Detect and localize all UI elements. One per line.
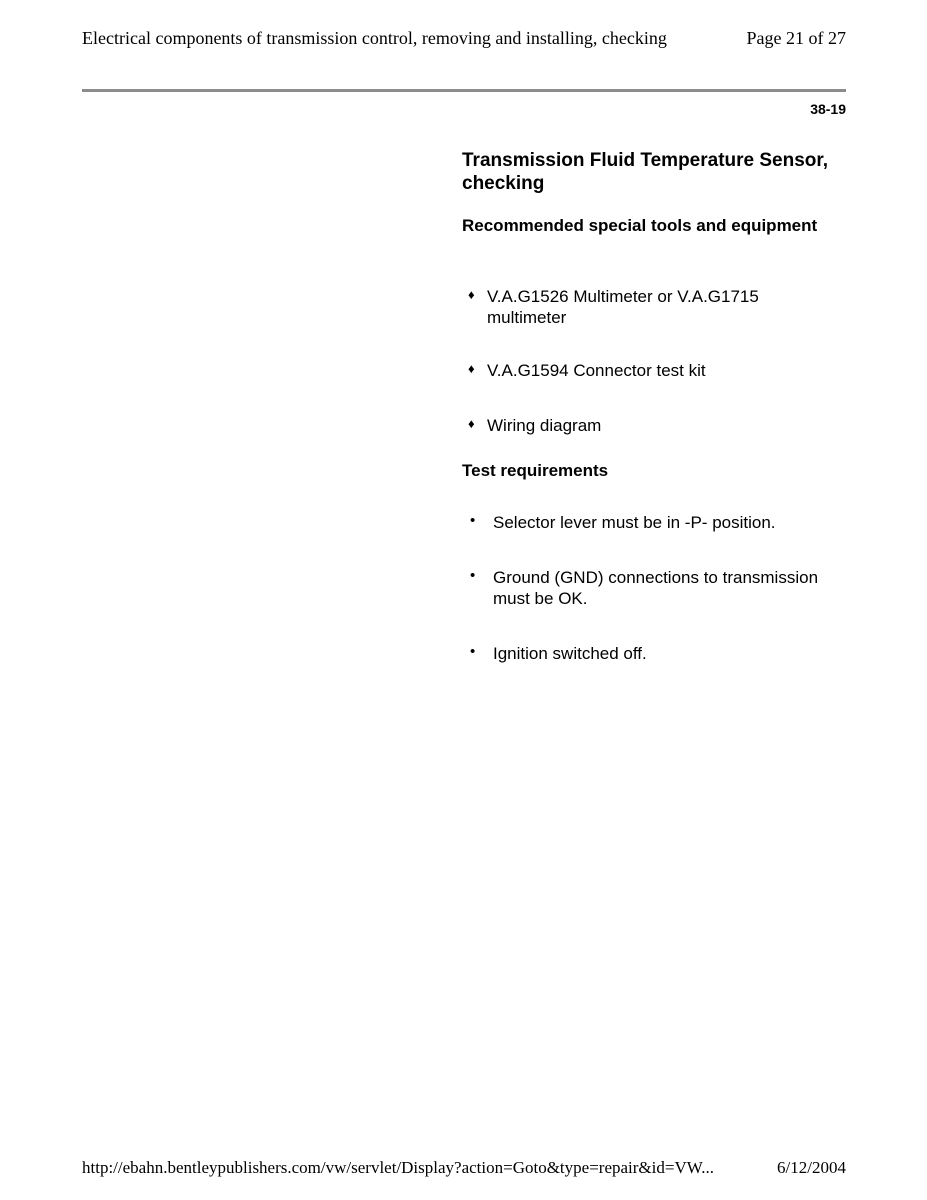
requirement-item-text: Ground (GND) connections to transmission must be OK. [493,568,819,608]
section-number: 38-19 [810,101,846,117]
document-title: Transmission Fluid Temperature Sensor, checking [462,150,829,194]
footer-date: 6/12/2004 [777,1158,846,1177]
diamond-bullet-icon: ♦ [468,287,475,302]
dot-bullet-icon: • [470,567,476,584]
footer-url: http://ebahn.bentleypublishers.com/vw/servlet/Display?action=Goto&type=repair&id=VW... [82,1158,714,1177]
test-requirements-heading: Test requirements [462,461,609,480]
header-divider [82,89,846,92]
page-header-title: Electrical components of transmission control, removing and installing, checking [82,28,667,48]
requirement-item-text: Selector lever must be in -P- position. [493,513,776,532]
requirement-item-text: Ignition switched off. [493,644,647,663]
tool-item-text: Wiring diagram [487,416,602,435]
diamond-bullet-icon: ♦ [468,416,475,431]
diamond-bullet-icon: ♦ [468,361,475,376]
dot-bullet-icon: • [470,512,476,529]
page-number: Page 21 of 27 [746,28,846,48]
dot-bullet-icon: • [470,643,476,660]
tools-heading: Recommended special tools and equipment [462,216,818,235]
tool-item-text: V.A.G1526 Multimeter or V.A.G1715 multimeter [487,287,759,327]
tool-item-text: V.A.G1594 Connector test kit [487,361,706,380]
